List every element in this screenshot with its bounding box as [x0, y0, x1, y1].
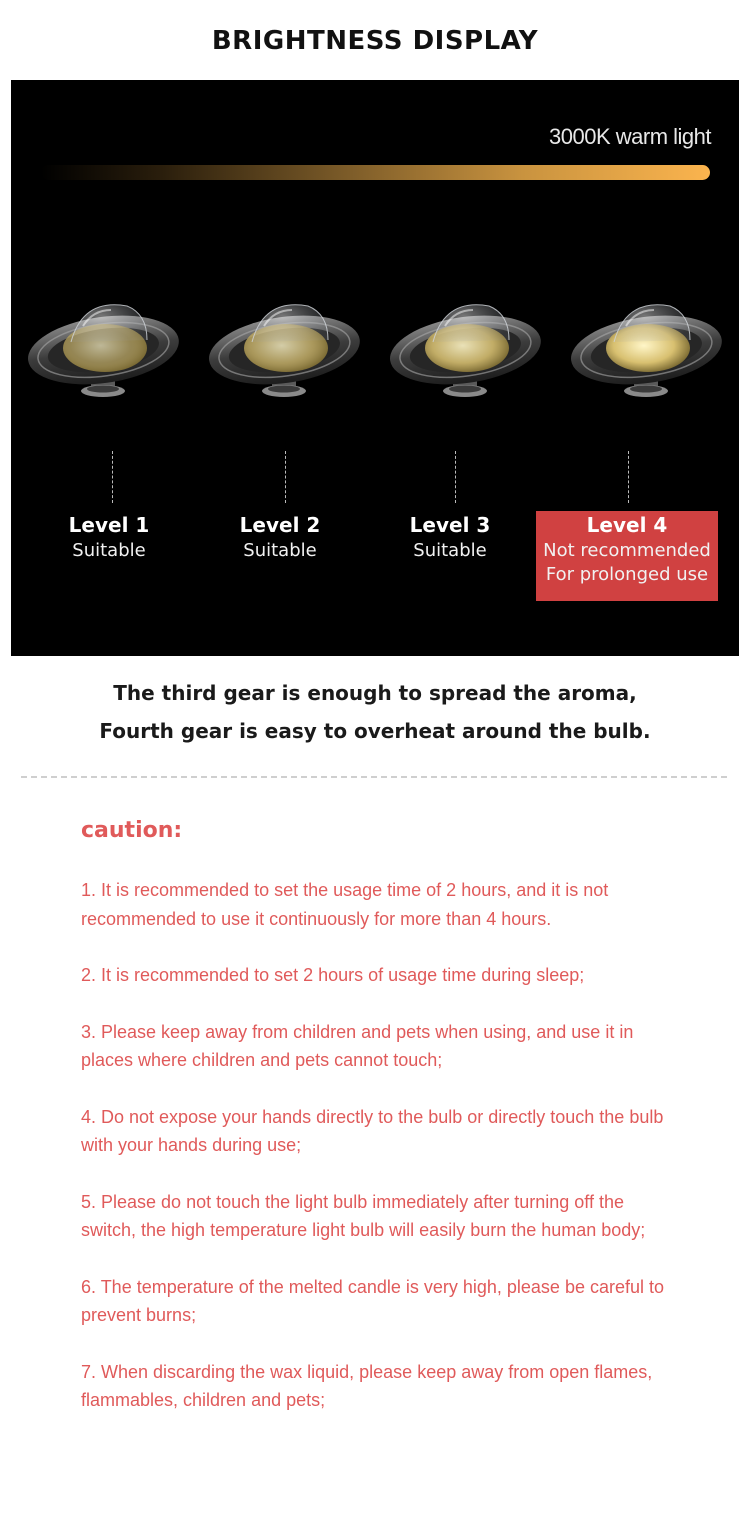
level-name: Level 1 [68, 513, 150, 537]
caution-item: 1. It is recommended to set the usage time of 2 hours, and it is not recommended to use it continuously for more than 4 hours. [81, 880, 609, 929]
temperature-gradient-bar [41, 165, 710, 180]
summary-text [0, 674, 750, 750]
level-1-label [18, 511, 200, 563]
page-title: BRIGHTNESS DISPLAY [211, 26, 539, 56]
caution-title: caution: [81, 818, 183, 843]
level-4-warning-box [536, 511, 718, 601]
lamp-illustration [385, 292, 545, 407]
caution-item: 5. Please do not touch the light bulb immediately after turning off the switch, the high temperature light bulb will easily burn the human body; [81, 1191, 646, 1240]
dash-connector [628, 451, 629, 503]
lamp-level-1 [23, 292, 183, 407]
dash-connector [285, 451, 286, 503]
level-2-label [189, 511, 371, 563]
section-divider [21, 776, 727, 778]
summary-line-2: Fourth gear is easy to overheat around the bulb. [99, 719, 651, 743]
level-desc: Not recommended [543, 540, 711, 561]
caution-item: 6. The temperature of the melted candle is very high, please be careful to prevent burns; [81, 1276, 665, 1325]
caution-item: 7. When discarding the wax liquid, please keep away from open flames, flammables, children and pets; [81, 1361, 653, 1410]
lamp-level-4 [566, 292, 726, 407]
lamp-illustration [204, 292, 364, 407]
lamp-illustration [566, 292, 726, 407]
temperature-label: 3000K warm light [549, 124, 711, 149]
dash-connector [112, 451, 113, 503]
dash-connector [455, 451, 456, 503]
level-desc-secondary: For prolonged use [545, 564, 709, 585]
level-desc: Suitable [72, 540, 146, 561]
caution-list [81, 876, 681, 1443]
lamp-illustration [23, 292, 183, 407]
caution-item: 3. Please keep away from children and pets when using, and use it in places where children and pets cannot touch; [81, 1021, 634, 1070]
brightness-panel [11, 80, 739, 656]
lamp-level-3 [385, 292, 545, 407]
level-3-label [359, 511, 541, 563]
caution-item: 2. It is recommended to set 2 hours of usage time during sleep; [81, 965, 585, 985]
lamp-level-2 [204, 292, 364, 407]
caution-item: 4. Do not expose your hands directly to the bulb or directly touch the bulb with your hands during use; [81, 1106, 664, 1155]
level-desc: Suitable [413, 540, 487, 561]
level-name: Level 2 [239, 513, 321, 537]
summary-line-1: The third gear is enough to spread the aroma, [113, 681, 637, 705]
level-desc: Suitable [243, 540, 317, 561]
level-name: Level 4 [586, 513, 668, 537]
level-name: Level 3 [409, 513, 491, 537]
